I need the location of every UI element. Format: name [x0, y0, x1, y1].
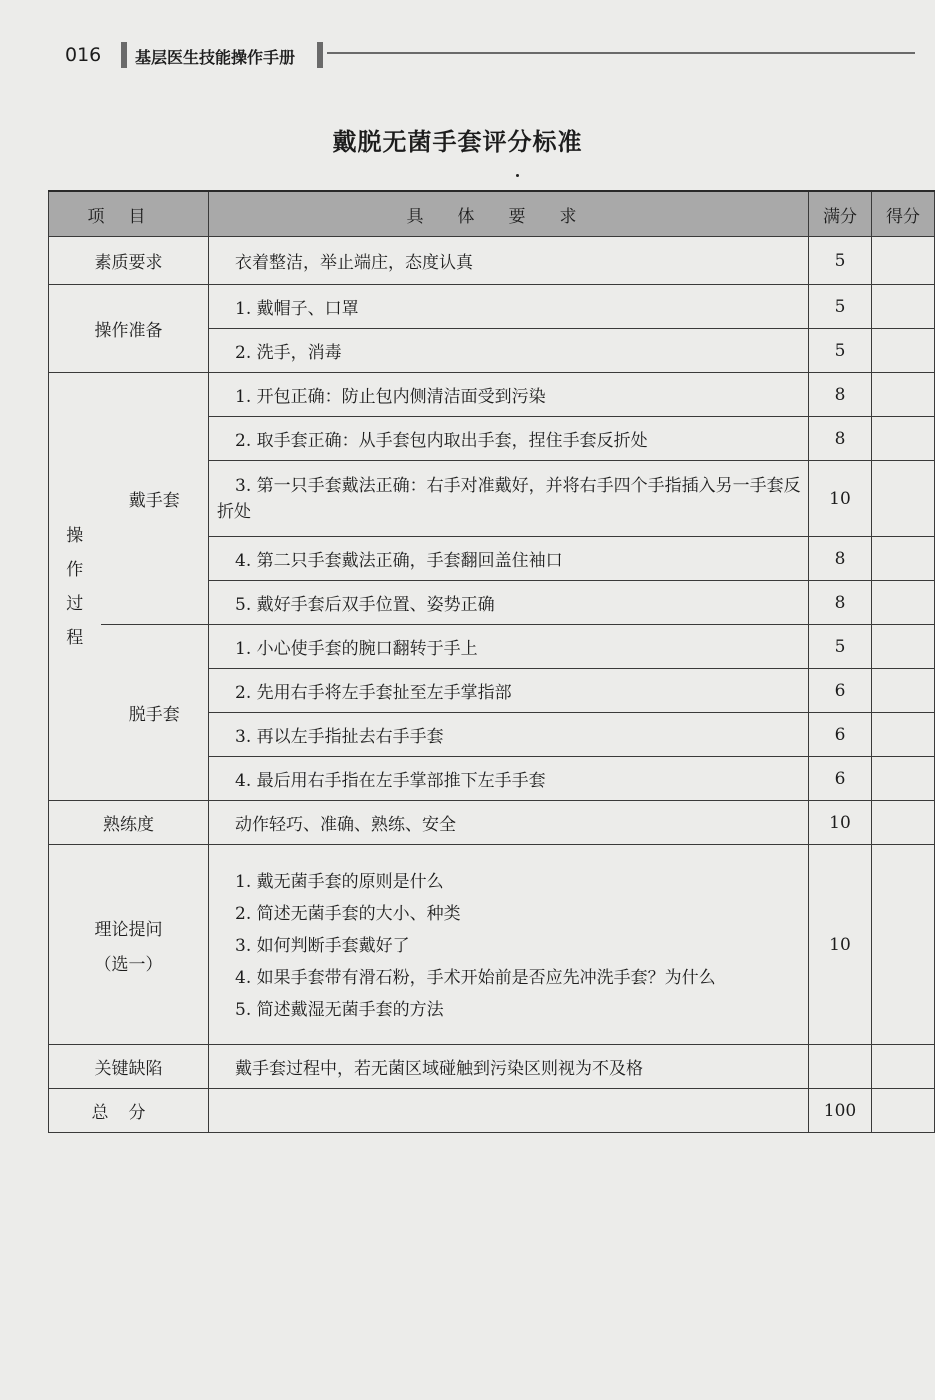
item-cell: 关键缺陷	[49, 1045, 209, 1089]
score-cell[interactable]	[872, 285, 935, 329]
score-cell[interactable]	[872, 845, 935, 1045]
remove-gloves-label: 脱手套	[101, 625, 209, 801]
requirement-cell: 2. 先用右手将左手套扯至左手掌指部	[209, 669, 809, 713]
table-row	[49, 845, 935, 1045]
requirement-cell: 2. 洗手，消毒	[209, 329, 809, 373]
requirement-cell: 3. 第一只手套戴法正确：右手对准戴好，并将右手四个手指插入另一手套反折处	[209, 461, 809, 537]
question-item: 3. 如何判断手套戴好了	[235, 935, 410, 956]
table-row	[49, 373, 935, 417]
item-cell	[49, 845, 209, 1045]
item-cell: 熟练度	[49, 801, 209, 845]
requirement-cell: 3. 再以左手指扯去右手手套	[209, 713, 809, 757]
table-row	[49, 625, 935, 669]
question-item: 5. 简述戴湿无菌手套的方法	[235, 999, 444, 1020]
score-cell[interactable]	[872, 757, 935, 801]
header-divider	[121, 42, 127, 68]
requirement-cell: 4. 最后用右手指在左手掌部推下左手手套	[209, 757, 809, 801]
full-score-cell: 6	[809, 757, 872, 801]
full-score-cell: 10	[809, 801, 872, 845]
wear-gloves-label: 戴手套	[101, 373, 209, 625]
table-row	[49, 285, 935, 329]
requirement-cell: 衣着整洁，举止端庄，态度认真	[209, 237, 809, 285]
table-title: 戴脱无菌手套评分标准	[332, 128, 583, 156]
score-cell[interactable]	[872, 329, 935, 373]
choose-one-note: （选一）	[94, 954, 163, 975]
header-divider	[317, 42, 323, 68]
full-score-cell: 10	[809, 461, 872, 537]
dot-mark	[516, 174, 519, 177]
score-cell[interactable]	[872, 537, 935, 581]
table-row	[49, 237, 935, 285]
full-score-cell: 100	[809, 1089, 872, 1133]
page-number: 016	[65, 44, 102, 66]
full-score-cell: 8	[809, 537, 872, 581]
col-header-item: 项目	[49, 191, 209, 237]
full-score-cell: 5	[809, 237, 872, 285]
running-header	[55, 38, 915, 74]
book-title: 基层医生技能操作手册	[135, 48, 296, 67]
full-score-cell: 6	[809, 669, 872, 713]
full-score-cell: 8	[809, 417, 872, 461]
full-score-cell: 8	[809, 373, 872, 417]
table-row	[49, 1045, 935, 1089]
full-score-cell: 5	[809, 625, 872, 669]
item-cell: 操作准备	[49, 285, 209, 373]
score-cell[interactable]	[872, 373, 935, 417]
score-cell[interactable]	[872, 669, 935, 713]
requirement-cell: 1. 开包正确：防止包内侧清洁面受到污染	[209, 373, 809, 417]
question-item: 4. 如果手套带有滑石粉，手术开始前是否应先冲洗手套？为什么	[235, 967, 716, 988]
score-cell[interactable]	[872, 461, 935, 537]
col-header-full-score: 满分	[809, 191, 872, 237]
question-item: 2. 简述无菌手套的大小、种类	[235, 903, 461, 924]
question-item: 1. 戴无菌手套的原则是什么	[235, 871, 444, 892]
table-row	[49, 1089, 935, 1133]
col-header-score: 得分	[872, 191, 935, 237]
full-score-cell: 5	[809, 329, 872, 373]
full-score-cell: 5	[809, 285, 872, 329]
requirement-cell: 动作轻巧、准确、熟练、安全	[209, 801, 809, 845]
score-cell[interactable]	[872, 1089, 935, 1133]
requirement-cell: 5. 戴好手套后双手位置、姿势正确	[209, 581, 809, 625]
requirement-cell: 2. 取手套正确：从手套包内取出手套，捏住手套反折处	[209, 417, 809, 461]
col-header-requirement: 具体要求	[209, 191, 809, 237]
requirement-cell	[209, 845, 809, 1045]
operation-process-label: 操作过程	[49, 373, 101, 801]
score-cell[interactable]	[872, 237, 935, 285]
theory-question-label: 理论提问	[94, 919, 163, 940]
requirement-cell: 1. 戴帽子、口罩	[209, 285, 809, 329]
full-score-cell: 6	[809, 713, 872, 757]
score-cell[interactable]	[872, 1045, 935, 1089]
score-cell[interactable]	[872, 801, 935, 845]
scoring-table	[48, 190, 935, 1133]
full-score-cell	[809, 1045, 872, 1089]
score-cell[interactable]	[872, 581, 935, 625]
item-cell: 总分	[49, 1089, 209, 1133]
full-score-cell: 10	[809, 845, 872, 1045]
requirement-cell: 1. 小心使手套的腕口翻转于手上	[209, 625, 809, 669]
score-cell[interactable]	[872, 713, 935, 757]
full-score-cell: 8	[809, 581, 872, 625]
table-row	[49, 801, 935, 845]
score-cell[interactable]	[872, 417, 935, 461]
requirement-cell: 4. 第二只手套戴法正确，手套翻回盖住袖口	[209, 537, 809, 581]
requirement-cell	[209, 1089, 809, 1133]
item-cell: 素质要求	[49, 237, 209, 285]
header-rule	[327, 52, 915, 54]
score-cell[interactable]	[872, 625, 935, 669]
requirement-cell: 戴手套过程中，若无菌区域碰触到污染区则视为不及格	[209, 1045, 809, 1089]
table-header-row	[49, 191, 935, 237]
